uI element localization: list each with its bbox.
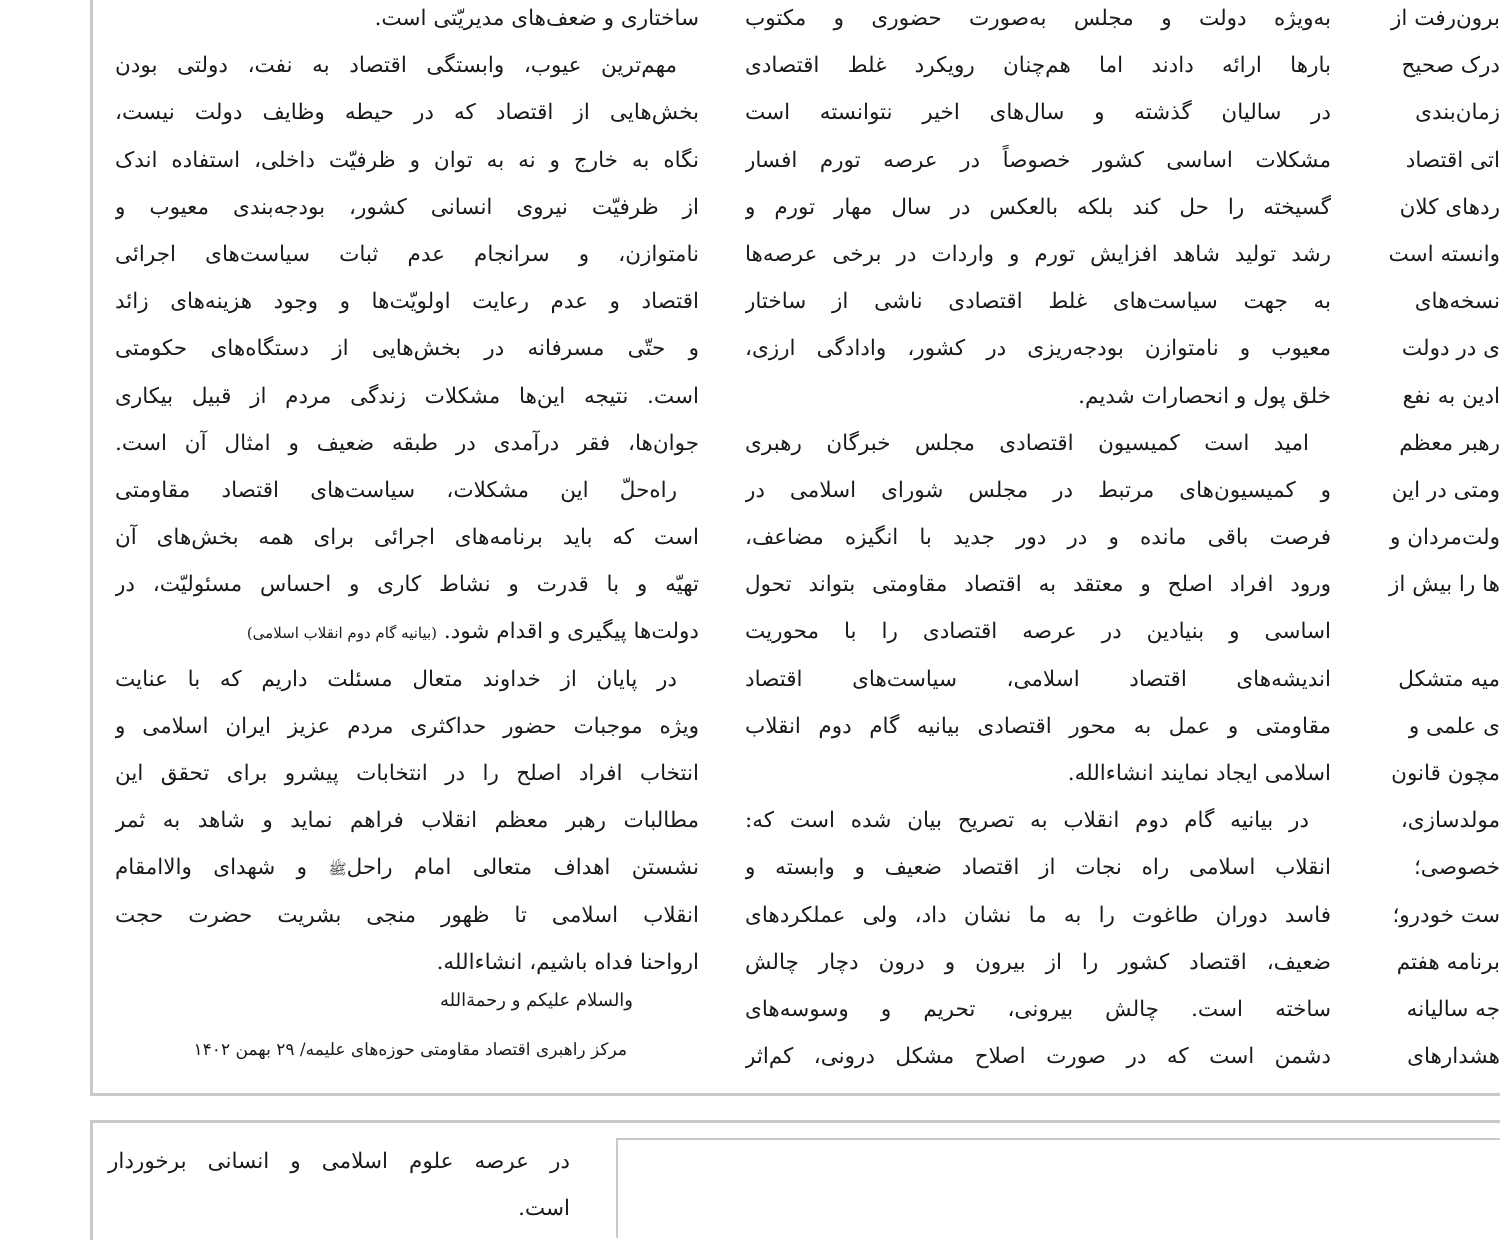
text-fragment: و شهدای والاامقام	[115, 855, 308, 881]
text-line: فرصت باقی مانده و در دور جدید با انگیزه مضاعف،	[745, 525, 1331, 551]
text-line: خصوصی؛	[1413, 855, 1500, 881]
text-line: ساختاری و ضعف‌های مدیریّتی است.	[374, 6, 699, 31]
text-line: مقاومتی و عمل به محور اقتصادی بیانیه گام دوم انقلاب	[745, 713, 1331, 739]
text-line: اتی اقتصاد	[1405, 147, 1500, 173]
text-line: نامتوازن، و سرانجام عدم ثبات سیاست‌های اجرائی	[115, 241, 699, 267]
text-line-blank	[1376, 608, 1500, 655]
text-line: در عرصه علوم اسلامی و انسانی برخوردار	[108, 1149, 570, 1174]
text-line: رهبر معظم	[1399, 430, 1500, 456]
text-line: نسخه‌های	[1414, 289, 1500, 315]
text-line: درک صحیح	[1401, 53, 1500, 79]
text-line: ویژه موجبات حضور حداکثری مردم عزیز ایران اسلامی و	[115, 713, 699, 739]
citation-note: (بیانیه گام دوم انقلاب اسلامی)	[246, 624, 438, 643]
text-line: زمان‌بندی	[1415, 100, 1500, 126]
text-line: به جهت سیاست‌های غلط اقتصادی ناشی از ساختار	[745, 289, 1331, 315]
text-line: ارواحنا فداه باشیم، انشاءالله.	[436, 949, 699, 975]
image-box-frame	[616, 1138, 1500, 1238]
text-line: و کمیسیون‌های مرتبط در مجلس شورای اسلامی در	[745, 477, 1331, 503]
text-line: برون‌رفت از	[1391, 6, 1500, 31]
text-line: گسیخته را حل کند بلکه بالعکس در سال مهار تورم و	[745, 194, 1331, 220]
text-line: اقتصاد و عدم رعایت اولویّت‌ها و وجود هزینه‌های زائد	[115, 289, 699, 315]
text-line: بخش‌هایی از اقتصاد که در حیطه وظایف دولت نیست،	[115, 100, 699, 126]
text-line: مولدسازی،	[1400, 808, 1500, 834]
text-line: در سالیان گذشته و سال‌های اخیر نتوانسته است	[745, 100, 1331, 126]
text-line: هشدارهای	[1407, 1044, 1500, 1070]
text-line-with-citation	[115, 608, 699, 655]
text-line: ضعیف، اقتصاد کشور را از بیرون و درون دچار چالش	[745, 949, 1331, 975]
text-line: راه‌حلّ این مشکلات، سیاست‌های اقتصاد مقاومتی	[115, 477, 677, 503]
text-line: جوان‌ها، فقر درآمدی در طبقه ضعیف و امثال آن است.	[115, 430, 699, 456]
text-line: است. نتیجه این‌ها مشکلات زندگی مردم از قبیل بیکاری	[115, 383, 699, 409]
text-line: مچون قانون	[1391, 761, 1500, 786]
text-line: انقلاب اسلامی راه نجات از اقتصاد ضعیف و وابسته و	[745, 855, 1331, 881]
column-middle	[745, 0, 1331, 1080]
text-line: فاسد دوران طاغوت را به ما نشان داد، ولی عملکردهای	[745, 902, 1331, 928]
column-right-cropped	[1376, 0, 1500, 1080]
text-line: میه متشکل	[1398, 666, 1500, 692]
text-line-with-honorific	[115, 844, 699, 891]
next-article-text	[108, 1138, 570, 1232]
text-line: ادین به نفع	[1402, 383, 1500, 409]
source-credit: مرکز راهبری اقتصاد مقاومتی حوزه‌های علیمه/ ۲۹ بهمن ۱۴۰۲	[193, 1040, 627, 1060]
text-line: مشکلات اساسی کشور خصوصاً در عرصه تورم افسار	[745, 147, 1331, 173]
text-line: ولت‌مردان و	[1390, 525, 1500, 551]
text-line: در بیانیه گام دوم انقلاب به تصریح بیان شده است که:	[745, 808, 1309, 834]
text-line: ورود افراد اصلح و معتقد به اقتصاد مقاومتی بتواند تحول	[745, 572, 1331, 598]
text-line: برنامه هفتم	[1396, 949, 1500, 975]
text-line: است که باید برنامه‌های اجرائی برای همه بخش‌های آن	[115, 525, 699, 551]
text-line: است.	[518, 1196, 570, 1221]
text-line: ها را بیش از	[1389, 572, 1500, 598]
text-line: رشد تولید شاهد افزایش تورم و واردات در برخی عرصه‌ها	[745, 241, 1331, 267]
text-line: خلق پول و انحصارات شدیم.	[1078, 383, 1331, 409]
text-line: ی علمی و	[1408, 713, 1500, 739]
text-line: اساسی و بنیادین در عرصه اقتصادی را با محوریت	[745, 619, 1331, 645]
text-line: جه سالیانه	[1406, 996, 1500, 1022]
text-line: اسلامی ایجاد نمایند انشاءالله.	[1067, 761, 1331, 786]
text-line: بارها ارائه دادند اما هم‌چنان رویکرد غلط اقتصادی	[745, 53, 1331, 79]
text-fragment: نشستن اهداف متعالی امام راحل	[346, 855, 699, 881]
text-line: ست خودرو؛	[1392, 902, 1500, 928]
text-line: ردهای کلان	[1399, 194, 1500, 220]
text-line: تهیّه و با قدرت و نشاط کاری و احساس مسئولیّت، در	[115, 572, 699, 598]
text-line: مهم‌ترین عیوب، وابستگی اقتصاد به نفت، دولتی بودن	[115, 53, 677, 79]
text-line: ی در دولت	[1401, 336, 1500, 362]
text-line: نگاه به خارج و نه به توان و ظرفیّت داخلی، استفاده اندک	[115, 147, 699, 173]
closing-salutation: والسلام علیکم و رحمة‌الله	[440, 990, 633, 1011]
text-line: در پایان از خداوند متعال مسئلت داریم که با عنایت	[115, 666, 677, 692]
text-fragment: دولت‌ها پیگیری و اقدام شود.	[443, 619, 699, 645]
text-line: به‌ویژه دولت و مجلس به‌صورت حضوری و مکتوب	[745, 6, 1331, 31]
text-line: وانسته است	[1388, 241, 1500, 267]
text-line: معیوب و نامتوازن بودجه‌ریزی در کشور، وادادگی ارزی،	[745, 336, 1331, 362]
text-line: دشمن است که در صورت اصلاح مشکل درونی، کم‌اثر	[745, 1044, 1331, 1070]
text-line: انتخاب افراد اصلح را در انتخابات پیشرو برای تحقق این	[115, 761, 699, 786]
column-left	[115, 0, 699, 986]
text-line: و حتّی مسرفانه در بخش‌هایی از دستگاه‌های حکومتی	[115, 336, 699, 362]
honorific-glyph: ﷺ	[328, 860, 347, 879]
text-line: مطالبات رهبر معظم انقلاب فراهم نماید و شاهد به ثمر	[115, 808, 699, 834]
text-line: از ظرفیّت نیروی انسانی کشور، بودجه‌بندی معیوب و	[115, 194, 699, 220]
text-line: امید است کمیسیون اقتصادی مجلس خبرگان رهبری	[745, 430, 1309, 456]
text-line: ساخته است. چالش بیرونی، تحریم و وسوسه‌های	[745, 996, 1331, 1022]
text-line: انقلاب اسلامی تا ظهور منجی بشریت حضرت حجت	[115, 902, 699, 928]
text-line: ومتی در این	[1391, 477, 1500, 503]
text-line: اندیشه‌های اقتصاد اسلامی، سیاست‌های اقتصاد	[745, 666, 1331, 692]
